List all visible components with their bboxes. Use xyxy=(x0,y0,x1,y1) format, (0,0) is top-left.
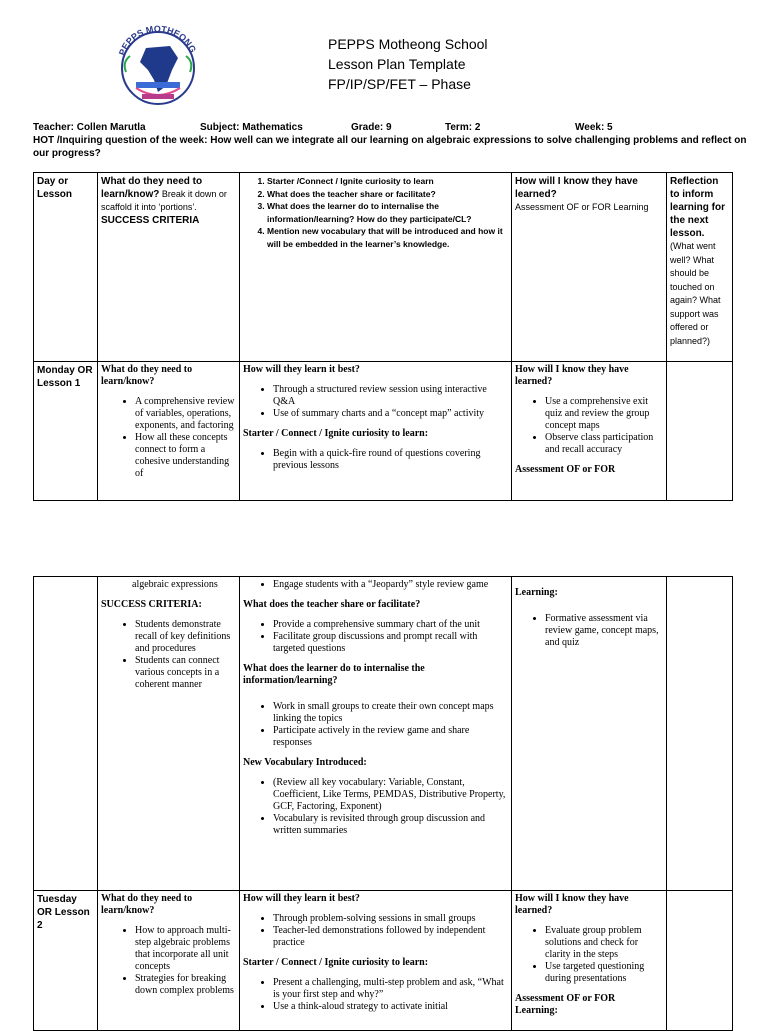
monday-continued-row xyxy=(34,577,733,891)
list-item: • Provide a comprehensive summary chart of the unit xyxy=(273,619,508,631)
list-item: • Evaluate group problem solutions and check for clarity in the steps xyxy=(545,925,663,961)
list-item: • Use of summary charts and a “concept map” activity xyxy=(273,408,508,420)
header-how xyxy=(240,173,512,362)
list-item: • Strategies for breaking down complex problems xyxy=(135,973,236,997)
svg-text:PEPPS MOTHEONG: PEPPS MOTHEONG xyxy=(116,23,198,57)
list-item: • Observe class participation and recall accuracy xyxy=(545,432,663,456)
monday-how-continued: • Engage students with a “Jeopardy” style review game What does the teacher share or facilitate? • Provide a comprehensive summary chart of the unit • Facilitate group discussions and prompt recall with targeted questions What does the learner do to internalise the information/learning? • Work in small groups to create their own concept maps linking the topics • Participate actively in the review game and share responses New Vocabulary Introduced: • (Review all key vocabulary: Variable, Constant, Coefficient, Like Terms, PEMDAS, Distributive Property, GCF, Factoring, Exponent) • Vocabulary is revisited through group discussion and written summaries xyxy=(240,577,512,891)
monday-reflection xyxy=(667,362,733,501)
tuesday-know: How will I know they have learned? • Evaluate group problem solutions and check for clarity in the steps • Use targeted questioning during presentations Assessment OF or FOR Learning: xyxy=(512,891,667,1031)
header-need: What do they need to learn/know? Break it down or scaffold it into ‘portions’. SUCCESS CRITERIA xyxy=(98,173,240,362)
header-success: SUCCESS CRITERIA xyxy=(101,215,200,226)
how-item: 4. Mention new vocabulary that will be introduced and how it will be embedded in the learner’s knowledge. xyxy=(267,225,508,250)
list-item: • Formative assessment via review game, concept maps, and quiz xyxy=(545,613,663,649)
list-item: • Present a challenging, multi-step problem and ask, “What is your first step and why?” xyxy=(273,977,508,1001)
teacher-label: Teacher: Collen Marutla xyxy=(33,122,146,133)
term-label: Term: 2 xyxy=(445,122,481,133)
school-header xyxy=(328,34,488,94)
list-item: • Through a structured review session using interactive Q&A xyxy=(273,384,508,408)
list-item: • Engage students with a “Jeopardy” style review game xyxy=(273,579,508,591)
header-reflection: Reflection to inform learning for the next lesson. (What went well? What should be touched on again? What support was offered or planned?) xyxy=(667,173,733,362)
grade-label: Grade: 9 xyxy=(351,122,392,133)
subject-label: Subject: Mathematics xyxy=(200,122,303,133)
monday-row xyxy=(34,362,733,501)
monday-day: Monday OR Lesson 1 xyxy=(34,362,98,501)
how-item: 1. Starter /Connect / Ignite curiosity to learn xyxy=(267,175,508,188)
phase-title: FP/IP/SP/FET – Phase xyxy=(328,76,471,92)
document-title: Lesson Plan Template xyxy=(328,56,466,72)
hot-question: HOT /Inquiring question of the week: How well can we integrate all our learning on algebraic expressions to solve challenging problems and reflect on our progress? xyxy=(33,135,747,159)
list-item: • Students can connect various concepts in a coherent manner xyxy=(135,655,236,691)
monday-need-continued: algebraic expressions SUCCESS CRITERIA: • Students demonstrate recall of key definitions and procedures • Students can connect various concepts in a coherent manner xyxy=(98,577,240,891)
tuesday-reflection xyxy=(667,891,733,1031)
list-item: • How to approach multi-step algebraic problems that incorporate all unit concepts xyxy=(135,925,236,973)
list-item: • Use a think-aloud strategy to activate initial xyxy=(273,1001,508,1013)
monday-how: How will they learn it best? • Through a structured review session using interactive Q&A • Use of summary charts and a “concept map” activity Starter / Connect / Ignite curiosity to learn: • Begin with a quick-fire round of questions covering previous lessons xyxy=(240,362,512,501)
monday-know: How will I know they have learned? • Use a comprehensive exit quiz and review the group concept maps • Observe class participation and recall accuracy Assessment OF or FOR xyxy=(512,362,667,501)
list-item: • Facilitate group discussions and prompt recall with targeted questions xyxy=(273,631,508,655)
list-item: • Students demonstrate recall of key definitions and procedures xyxy=(135,619,236,655)
monday-need: What do they need to learn/know? • A comprehensive review of variables, operations, exponents, and factoring • How all these concepts connect to form a cohesive understanding of xyxy=(98,362,240,501)
table-header-row xyxy=(34,173,733,362)
lesson-plan-table-page2 xyxy=(33,576,733,1031)
list-item: • Use a comprehensive exit quiz and review the group concept maps xyxy=(545,396,663,432)
monday-day-continued xyxy=(34,577,98,891)
list-item: • (Review all key vocabulary: Variable, Constant, Coefficient, Like Terms, PEMDAS, Distributive Property, GCF, Factoring, Exponent) xyxy=(273,777,508,813)
tuesday-how: How will they learn it best? • Through problem-solving sessions in small groups • Teacher-led demonstrations followed by independent practice Starter / Connect / Ignite curiosity to learn: • Present a challenging, multi-step problem and ask, “What is your first step and why?” • Use a think-aloud strategy to activate initial xyxy=(240,891,512,1031)
how-item: 3. What does the learner do to internalise the information/learning? How do they participate/CL? xyxy=(267,200,508,225)
monday-reflection-continued xyxy=(667,577,733,891)
week-label: Week: 5 xyxy=(575,122,613,133)
tuesday-row xyxy=(34,891,733,1031)
list-item: • Begin with a quick-fire round of questions covering previous lessons xyxy=(273,448,508,472)
header-day: Day or Lesson xyxy=(34,173,98,362)
school-logo xyxy=(112,22,204,110)
list-item: • Work in small groups to create their own concept maps linking the topics xyxy=(273,701,508,725)
list-item: • Through problem-solving sessions in small groups xyxy=(273,913,508,925)
tuesday-need: What do they need to learn/know? • How to approach multi-step algebraic problems that incorporate all unit concepts • Strategies for breaking down complex problems xyxy=(98,891,240,1031)
list-item: • How all these concepts connect to form a cohesive understanding of xyxy=(135,432,236,480)
list-item: • Use targeted questioning during presentations xyxy=(545,961,663,985)
lesson-plan-table-page1 xyxy=(33,172,733,501)
school-name: PEPPS Motheong School xyxy=(328,36,488,52)
list-item: • Teacher-led demonstrations followed by independent practice xyxy=(273,925,508,949)
monday-know-continued: Learning: • Formative assessment via review game, concept maps, and quiz xyxy=(512,577,667,891)
how-item: 2. What does the teacher share or facilitate? xyxy=(267,188,508,201)
tuesday-day: Tuesday OR Lesson 2 xyxy=(34,891,98,1031)
header-know: How will I know they have learned? Assessment OF or FOR Learning xyxy=(512,173,667,362)
list-item: • Participate actively in the review game and share responses xyxy=(273,725,508,749)
list-item: • A comprehensive review of variables, operations, exponents, and factoring xyxy=(135,396,236,432)
list-item: • Vocabulary is revisited through group discussion and written summaries xyxy=(273,813,508,837)
